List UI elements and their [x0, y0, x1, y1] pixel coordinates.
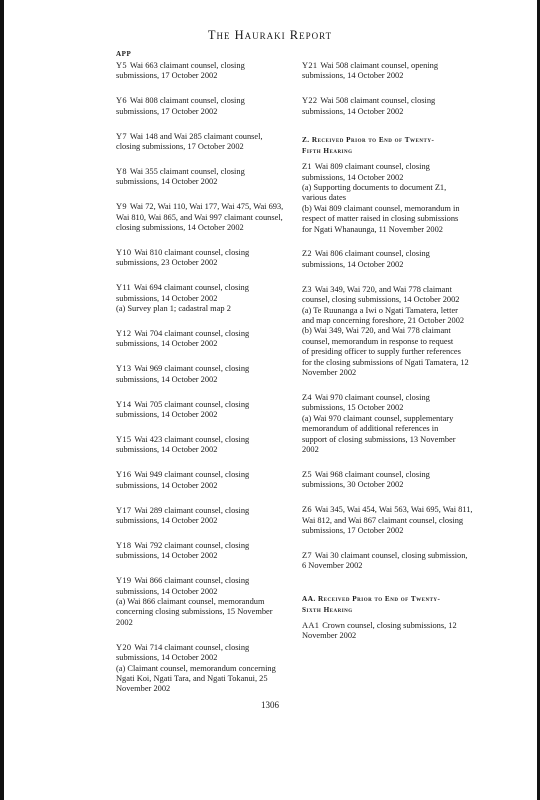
entry-text: counsel, closing submissions, 14 October 2002	[302, 295, 460, 305]
document-entry	[302, 551, 492, 572]
report-title: The Hauraki Report	[207, 28, 333, 42]
entry-line	[302, 368, 492, 378]
entry-code: Y17	[116, 505, 132, 515]
entry-first-line	[116, 283, 306, 293]
entry-first-line	[302, 393, 492, 403]
entry-code: Y22	[302, 96, 318, 106]
entry-code: Y10	[116, 247, 132, 257]
entry-text: submissions, 23 October 2002	[116, 258, 218, 268]
entry-first-line	[302, 551, 492, 561]
entry-code: Y12	[116, 329, 132, 338]
entry-text: memorandum of additional references in	[302, 424, 439, 434]
running-header	[0, 28, 540, 43]
entry-line	[116, 587, 306, 597]
entry-line	[302, 173, 492, 183]
entry-line	[302, 480, 492, 490]
entry-code: Y11	[116, 283, 132, 293]
entry-line	[116, 516, 306, 526]
entry-line	[116, 142, 306, 152]
entry-text: submissions, 14 October 2002	[302, 71, 404, 81]
entry-line	[116, 375, 306, 385]
entry-line	[116, 653, 306, 663]
document-entry	[116, 283, 306, 314]
entry-text: Wai 810 claimant counsel, closing	[134, 247, 250, 257]
section-z-heading-line1: Received Prior to End of Twenty-	[311, 136, 435, 145]
entry-first-line	[302, 285, 492, 295]
entry-first-line	[116, 96, 306, 106]
entry-text: for Ngati Whanaunga, 11 November 2002	[302, 224, 443, 234]
entry-text: Wai 866 claimant counsel, closing	[134, 576, 250, 586]
document-entry	[116, 470, 306, 491]
document-entry	[302, 285, 492, 379]
entry-first-line	[302, 621, 492, 631]
entry-code: Z7	[302, 550, 312, 560]
entry-line	[116, 607, 306, 617]
entry-line	[116, 107, 306, 117]
entry-first-line	[302, 96, 492, 106]
entry-text: Wai 423 claimant counsel, closing	[134, 434, 250, 444]
app-label: APP	[116, 50, 132, 58]
right-column-top-entries	[302, 61, 492, 117]
entry-text: closing submissions, 17 October 2002	[116, 142, 244, 152]
document-entry	[116, 329, 306, 350]
entry-code: AA1	[302, 620, 320, 630]
entry-text: Wai 663 claimant counsel, closing	[129, 61, 245, 70]
entry-text: Wai 349, Wai 720, and Wai 778 claimant	[314, 284, 452, 294]
entry-text: and map concerning foreshore, 21 October 2002	[302, 316, 465, 325]
entry-line	[116, 684, 306, 694]
entry-line	[116, 223, 306, 233]
entry-first-line	[116, 61, 306, 71]
entry-text: 2002	[116, 617, 133, 627]
entry-line	[116, 664, 306, 674]
entry-line	[116, 597, 306, 607]
entry-first-line	[302, 162, 492, 172]
entry-text: submissions, 30 October 2002	[302, 480, 404, 490]
entry-first-line	[116, 506, 306, 516]
entry-text: Wai 705 claimant counsel, closing	[134, 399, 250, 409]
entry-line	[302, 204, 492, 214]
entry-line	[302, 358, 492, 368]
entry-line	[302, 526, 492, 536]
entry-line	[302, 414, 492, 424]
entry-text: submissions, 14 October 2002	[302, 172, 404, 182]
entry-line	[302, 260, 492, 270]
entry-text: concerning closing submissions, 15 November	[116, 607, 273, 617]
entry-text: submissions, 17 October 2002	[116, 106, 218, 116]
entry-text: submissions, 14 October 2002	[116, 653, 218, 663]
entry-text: (a) Te Ruunanga a Iwi o Ngati Tamatera, letter	[302, 305, 458, 315]
entry-line	[116, 481, 306, 491]
entry-text: Wai 289 claimant counsel, closing	[134, 505, 250, 515]
document-entry	[302, 61, 492, 82]
document-entry	[302, 393, 492, 455]
document-entry	[116, 541, 306, 562]
entry-text: submissions, 14 October 2002	[116, 339, 218, 349]
document-entry	[302, 505, 492, 536]
document-entry	[116, 61, 306, 82]
document-entry	[116, 506, 306, 527]
entry-line	[116, 410, 306, 420]
entry-text: Wai 970 claimant counsel, closing	[314, 392, 430, 402]
entry-first-line	[116, 541, 306, 551]
entry-line	[302, 214, 492, 224]
entry-line	[302, 107, 492, 117]
entry-code: Z6	[302, 505, 312, 515]
entry-text: submissions, 14 October 2002	[116, 515, 218, 525]
entry-text: for the closing submissions of Ngati Tamatera, 12	[302, 357, 469, 367]
entry-text: Wai 810, Wai 865, and Wai 997 claimant counsel,	[116, 212, 283, 222]
entry-text: Wai 714 claimant counsel, closing	[134, 642, 250, 652]
entry-line	[116, 71, 306, 81]
entry-text: Ngati Koi, Ngati Tara, and Ngati Tokanui, 25	[116, 673, 268, 683]
entry-code: Y13	[116, 364, 132, 374]
entry-text: of presiding officer to supply further references	[302, 347, 461, 357]
section-z-heading	[302, 135, 492, 157]
entry-first-line	[116, 364, 306, 374]
entry-text: Wai 30 claimant counsel, closing submission,	[314, 550, 468, 560]
entry-code: Y9	[116, 202, 127, 212]
entry-line	[302, 435, 492, 445]
entry-first-line	[116, 643, 306, 653]
document-entry	[116, 167, 306, 188]
section-aa-letter: AA.	[302, 594, 316, 603]
entry-text: Wai 508 claimant counsel, opening	[320, 61, 439, 70]
entry-line	[302, 326, 492, 336]
entry-code: Y14	[116, 399, 132, 409]
document-entry	[302, 470, 492, 491]
entry-line	[116, 213, 306, 223]
entry-text: submissions, 14 October 2002	[116, 480, 218, 490]
document-entry	[116, 248, 306, 269]
entry-text: (a) Claimant counsel, memorandum concerning	[116, 663, 276, 673]
entry-text: Wai 806 claimant counsel, closing	[314, 249, 430, 259]
document-entry	[302, 96, 492, 117]
entry-first-line	[116, 248, 306, 258]
entry-text: 6 November 2002	[302, 561, 363, 571]
document-entry	[116, 132, 306, 153]
entry-text: Wai 808 claimant counsel, closing	[129, 96, 245, 106]
section-z-letter: Z.	[302, 136, 310, 145]
entry-line	[302, 193, 492, 203]
entry-text: (a) Wai 970 claimant counsel, supplementary	[302, 413, 454, 423]
entry-text: submissions, 15 October 2002	[302, 403, 404, 413]
entry-line	[302, 424, 492, 434]
entry-line	[302, 561, 492, 571]
entry-line	[116, 618, 306, 628]
entry-line	[302, 316, 492, 326]
entry-text: (b) Wai 349, Wai 720, and Wai 778 claimant	[302, 326, 451, 336]
entry-text: submissions, 14 October 2002	[116, 293, 218, 303]
section-z-entries	[302, 162, 492, 572]
entry-line	[302, 71, 492, 81]
entry-line	[116, 445, 306, 455]
entry-code: Y20	[116, 642, 132, 652]
entry-line	[302, 306, 492, 316]
entry-text: November 2002	[302, 368, 357, 378]
entry-code: Y15	[116, 434, 132, 444]
entry-code: Y19	[116, 576, 132, 586]
entry-line	[302, 225, 492, 235]
entry-text: Wai 968 claimant counsel, closing	[314, 469, 430, 479]
entry-first-line	[116, 329, 306, 339]
entry-text: submissions, 14 October 2002	[302, 259, 404, 269]
entry-code: Y7	[116, 131, 127, 141]
entry-line	[116, 304, 306, 314]
entry-first-line	[302, 470, 492, 480]
document-entry	[116, 400, 306, 421]
entry-line	[302, 295, 492, 305]
entry-line	[302, 347, 492, 357]
entry-text: Wai 949 claimant counsel, closing	[134, 470, 250, 480]
entry-text: submissions, 14 October 2002	[116, 445, 218, 455]
entry-first-line	[116, 470, 306, 480]
document-entry	[116, 202, 306, 233]
document-entry	[116, 96, 306, 117]
entry-line	[116, 177, 306, 187]
entry-code: Y5	[116, 61, 127, 70]
entry-text: Wai 809 claimant counsel, closing	[314, 162, 430, 172]
entry-code: Y8	[116, 166, 127, 176]
entry-code: Y16	[116, 470, 132, 480]
section-aa-heading-line2: Sixth Hearing	[302, 605, 353, 614]
entry-text: respect of matter raised in closing submissions	[302, 214, 459, 224]
document-entry	[116, 435, 306, 456]
entry-text: Wai 694 claimant counsel, closing	[134, 283, 249, 293]
entry-line	[302, 445, 492, 455]
entry-text: submissions, 14 October 2002	[116, 586, 218, 596]
entry-code: Z4	[302, 392, 312, 402]
entry-line	[302, 337, 492, 347]
entry-line	[302, 631, 492, 641]
entry-first-line	[116, 132, 306, 142]
entry-text: Wai 355 claimant counsel, closing	[129, 166, 245, 176]
entry-text: submissions, 14 October 2002	[116, 551, 218, 561]
entry-code: Z1	[302, 162, 312, 172]
entry-line	[302, 516, 492, 526]
entry-line	[302, 403, 492, 413]
entry-text: submissions, 17 October 2002	[302, 526, 404, 535]
entry-text: Wai 72, Wai 110, Wai 177, Wai 475, Wai 693,	[129, 202, 284, 212]
entry-text: closing submissions, 14 October 2002	[116, 223, 244, 233]
entry-text: Wai 508 claimant counsel, closing	[320, 96, 436, 106]
section-aa-entries	[302, 621, 492, 642]
entry-text: Wai 704 claimant counsel, closing	[134, 329, 250, 338]
entry-text: submissions, 14 October 2002	[116, 177, 218, 187]
entry-text: submissions, 17 October 2002	[116, 71, 218, 81]
entry-first-line	[116, 202, 306, 212]
entry-first-line	[116, 435, 306, 445]
section-z-heading-line2: Fifth Hearing	[302, 147, 353, 156]
entry-text: (b) Wai 809 claimant counsel, memorandum in	[302, 203, 460, 213]
document-entry	[302, 249, 492, 270]
document-entry	[302, 621, 492, 642]
entry-text: November 2002	[302, 631, 357, 641]
entry-text: Wai 812, and Wai 867 claimant counsel, closing	[302, 515, 464, 525]
entry-line	[116, 258, 306, 268]
entry-first-line	[116, 400, 306, 410]
entry-text: Wai 148 and Wai 285 claimant counsel,	[129, 131, 263, 141]
entry-line	[116, 339, 306, 349]
entry-first-line	[116, 576, 306, 586]
scan-border-left	[0, 0, 4, 800]
section-aa-heading-line1: Received Prior to End of Twenty-	[317, 594, 441, 603]
entry-text: November 2002	[116, 684, 171, 694]
entry-line	[116, 551, 306, 561]
entry-code: Y18	[116, 540, 132, 550]
entry-text: submissions, 14 October 2002	[302, 106, 404, 116]
entry-code: Z5	[302, 469, 312, 479]
entry-first-line	[302, 505, 492, 515]
document-entry	[116, 576, 306, 628]
entry-first-line	[302, 249, 492, 259]
entry-text: counsel, memorandum in response to request	[302, 336, 454, 346]
entry-text: various dates	[302, 193, 346, 203]
entry-text: Wai 792 claimant counsel, closing	[134, 540, 250, 550]
entry-first-line	[116, 167, 306, 177]
entry-text: submissions, 14 October 2002	[116, 410, 218, 420]
document-entry	[302, 162, 492, 235]
right-column	[302, 61, 492, 656]
entry-line	[302, 183, 492, 193]
entry-code: Z3	[302, 284, 312, 294]
page-number: 1306	[261, 700, 279, 710]
entry-text: (a) Supporting documents to document Z1,	[302, 182, 447, 192]
document-entry	[116, 643, 306, 695]
entry-text: Wai 345, Wai 454, Wai 563, Wai 695, Wai 811,	[314, 505, 473, 515]
entry-code: Y6	[116, 96, 127, 106]
entry-text: (a) Wai 866 claimant counsel, memorandum	[116, 597, 265, 606]
entry-line	[116, 294, 306, 304]
entry-text: 2002	[302, 444, 319, 454]
section-aa-heading	[302, 594, 492, 616]
entry-code: Y21	[302, 61, 318, 70]
entry-text: support of closing submissions, 13 November	[302, 434, 456, 444]
left-column	[116, 61, 306, 709]
entry-code: Z2	[302, 249, 312, 259]
document-entry	[116, 364, 306, 385]
entry-text: (a) Survey plan 1; cadastral map 2	[116, 304, 231, 314]
entry-line	[116, 674, 306, 684]
entry-text: Crown counsel, closing submissions, 12	[322, 620, 457, 630]
entry-first-line	[302, 61, 492, 71]
entry-text: Wai 969 claimant counsel, closing	[134, 364, 250, 374]
entry-text: submissions, 14 October 2002	[116, 374, 218, 384]
